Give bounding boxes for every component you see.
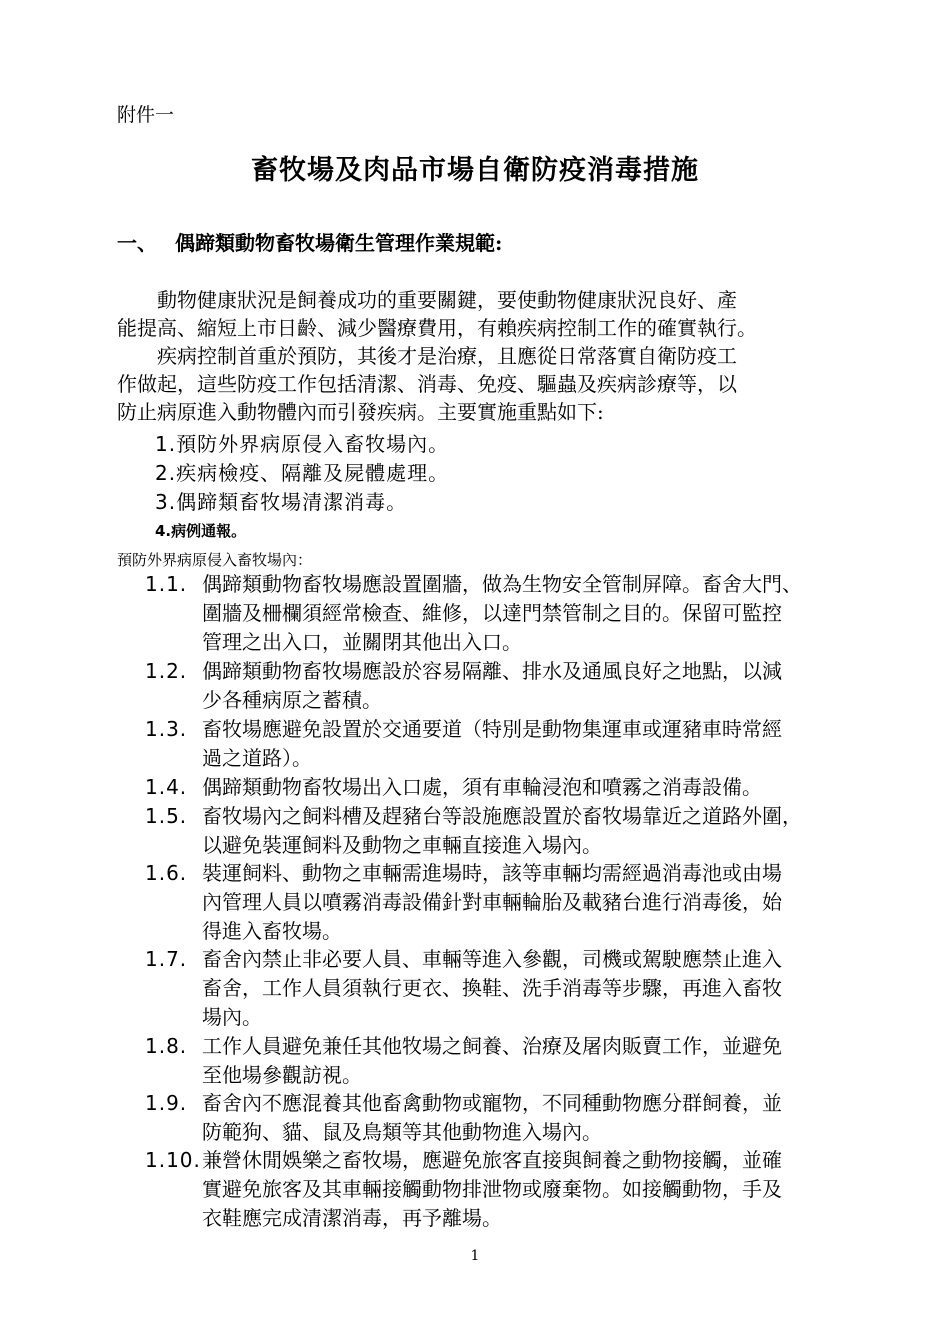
rule-line: 管理之出入口，並關閉其他出入口。 — [202, 630, 522, 654]
rule-number: 1.8. — [145, 1034, 188, 1058]
rule-item — [145, 859, 865, 946]
rule-item — [145, 945, 865, 1032]
rule-line: 畜舍內禁止非必要人員、車輛等進入參觀，司機或駕駛應禁止進入 — [202, 947, 782, 971]
section-heading — [117, 227, 502, 256]
page-number: 1 — [470, 1248, 480, 1264]
section-heading-text: 偶蹄類動物畜牧場衛生管理作業規範: — [175, 231, 503, 255]
rule-line: 過之道路）。 — [202, 746, 312, 770]
rule-line: 偶蹄類動物畜牧場出入口處，須有車輪浸泡和噴霧之消毒設備。 — [202, 775, 762, 799]
rule-line: 畜牧場內之飼料槽及趕豬台等設施應設置於畜牧場靠近之道路外圍， — [202, 804, 802, 828]
paragraph-1 — [117, 286, 862, 342]
rule-number: 1.5. — [145, 804, 188, 828]
rule-line: 以避免裝運飼料及動物之車輛直接進入場內。 — [202, 833, 602, 857]
rule-line: 偶蹄類動物畜牧場應設置圍牆，做為生物安全管制屏障。畜舍大門、 — [202, 572, 802, 596]
rule-line: 畜牧場應避免設置於交通要道（特別是動物集運車或運豬車時常經 — [202, 717, 782, 741]
paragraph-line: 動物健康狀況是飼養成功的重要關鍵，要使動物健康狀況良好、產 — [117, 288, 737, 312]
rule-number: 1.1. — [145, 572, 188, 596]
rule-line: 防範狗、貓、鼠及鳥類等其他動物進入場內。 — [202, 1120, 602, 1144]
paragraph-line: 疾病控制首重於預防，其後才是治療，且應從日常落實自衛防疫工 — [117, 344, 737, 368]
rule-line: 衣鞋應完成清潔消毒，再予離場。 — [202, 1206, 502, 1230]
rule-number: 1.10. — [145, 1148, 201, 1172]
rule-item — [145, 1089, 865, 1147]
rule-line: 裝運飼料、動物之車輛需進場時，該等車輛均需經過消毒池或由場 — [202, 861, 782, 885]
rule-item — [145, 802, 865, 860]
rule-line: 畜舍，工作人員須執行更衣、換鞋、洗手消毒等步驟，再進入畜牧 — [202, 976, 782, 1000]
rule-item — [145, 715, 865, 773]
rule-number: 1.3. — [145, 717, 188, 741]
key-point: 1.預防外界病原侵入畜牧場內。 — [155, 432, 450, 456]
paragraph-line: 能提高、縮短上市日齡、減少醫療費用，有賴疾病控制工作的確實執行。 — [117, 316, 757, 340]
rule-item — [145, 1032, 865, 1090]
rule-line: 至他場參觀訪視。 — [202, 1063, 362, 1087]
rule-line: 實避免旅客及其車輛接觸動物排泄物或廢棄物。如接觸動物，手及 — [202, 1177, 782, 1201]
key-point: 2.疾病檢疫、隔離及屍體處理。 — [155, 461, 450, 485]
rule-number: 1.9. — [145, 1091, 188, 1115]
paragraph-line: 防止病原進入動物體內而引發疾病。主要實施重點如下: — [117, 400, 604, 424]
rule-line: 內管理人員以噴霧消毒設備針對車輛輪胎及載豬台進行消毒後，始 — [202, 890, 782, 914]
rule-item — [145, 773, 865, 802]
attachment-label: 附件一 — [117, 104, 175, 126]
rule-number: 1.2. — [145, 659, 188, 683]
paragraph-line: 作做起，這些防疫工作包括清潔、消毒、免疫、驅蟲及疾病診療等，以 — [117, 372, 737, 396]
subheading: 預防外界病原侵入畜牧場內： — [117, 551, 313, 569]
rule-line: 得進入畜牧場。 — [202, 919, 342, 943]
rule-line: 工作人員避免兼任其他牧場之飼養、治療及屠肉販賣工作，並避免 — [202, 1034, 782, 1058]
rule-item — [145, 570, 865, 657]
key-point: 4.病例通報。 — [155, 522, 247, 540]
rule-line: 畜舍內不應混養其他畜禽動物或寵物，不同種動物應分群飼養，並 — [202, 1091, 782, 1115]
key-point: 3.偶蹄類畜牧場清潔消毒。 — [155, 490, 408, 514]
section-number: 一、 — [117, 231, 157, 255]
rule-line: 偶蹄類動物畜牧場應設於容易隔離、排水及通風良好之地點，以減 — [202, 659, 782, 683]
rule-line: 兼營休閒娛樂之畜牧場，應避免旅客直接與飼養之動物接觸，並確 — [202, 1148, 782, 1172]
document-title: 畜牧場及肉品市場自衛防疫消毒措施 — [251, 155, 699, 186]
rule-line: 圍牆及柵欄須經常檢查、維修，以達門禁管制之目的。保留可監控 — [202, 601, 782, 625]
rule-number: 1.4. — [145, 775, 188, 799]
rule-line: 少各種病原之蓄積。 — [202, 688, 382, 712]
rule-number: 1.7. — [145, 947, 188, 971]
rule-item — [145, 657, 865, 715]
rule-line: 場內。 — [202, 1005, 262, 1029]
rule-item — [145, 1146, 865, 1233]
rule-number: 1.6. — [145, 861, 188, 885]
paragraph-2 — [117, 342, 862, 426]
